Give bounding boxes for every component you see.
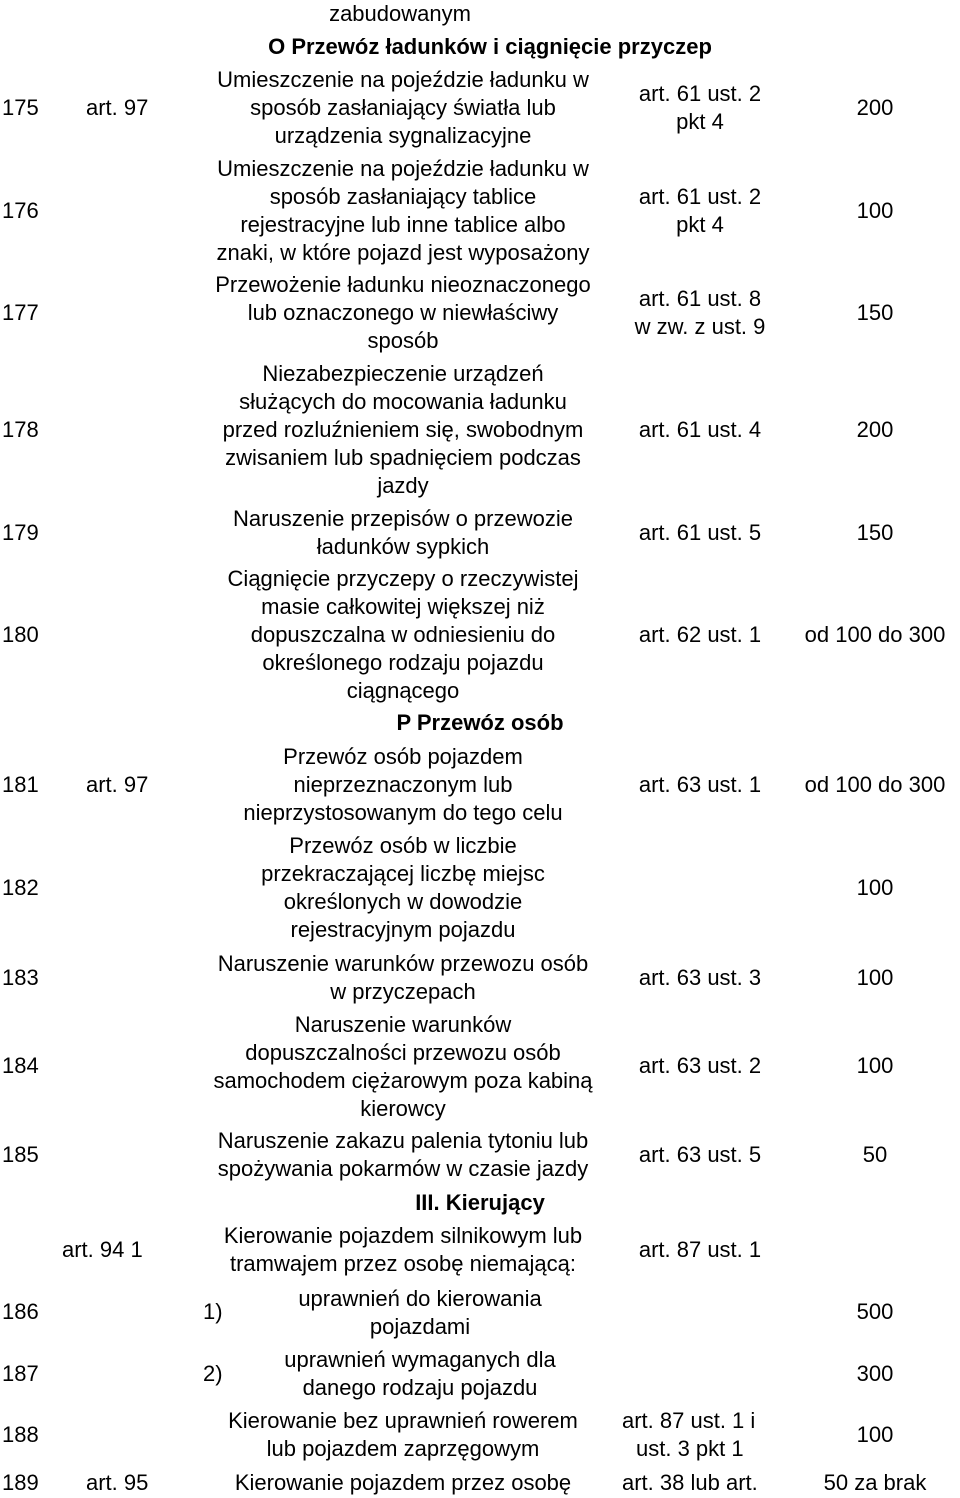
row-number-184: 184 [2, 1053, 39, 1078]
fine-amount-186: 500 [856, 1299, 894, 1324]
fine-amount-176: 100 [856, 198, 894, 223]
legal-basis-180: art. 62 ust. 1 [638, 622, 762, 647]
legal-basis-kierowanie: art. 87 ust. 1 [638, 1237, 762, 1262]
row-number-178: 178 [2, 417, 39, 442]
offence-description-182: Przewóz osób w liczbie przekraczającej liczbę miejsc określonych w dowodzie rejestracyjnym pojazdu [261, 833, 545, 942]
fine-amount-183: 100 [856, 965, 894, 990]
legal-basis-178: art. 61 ust. 4 [638, 417, 762, 442]
row-number-176: 176 [2, 198, 39, 223]
offence-description-189: Kierowanie pojazdem przez osobę [234, 1470, 572, 1495]
offence-description-180: Ciągnięcie przyczepy o rzeczywistej masie całkowitej większej niż dopuszczalna w odniesieniu do określonego rodzaju pojazdu ciągnącego [227, 566, 579, 703]
offence-description-181: Przewóz osób pojazdem nieprzeznaczonym lub nieprzystosowanym do tego celu [243, 744, 563, 825]
fine-amount-178: 200 [856, 417, 894, 442]
legal-basis-179: art. 61 ust. 5 [638, 520, 762, 545]
legal-basis-175: art. 61 ust. 2 pkt 4 [638, 81, 762, 134]
row-number-189: 189 [2, 1470, 39, 1495]
fine-amount-181: od 100 do 300 [804, 772, 946, 797]
fine-amount-177: 150 [856, 300, 894, 325]
section-heading-iii: III. Kierujący [415, 1190, 545, 1215]
offence-description-184: Naruszenie warunków dopuszczalności przewozu osób samochodem ciężarowym poza kabiną kierowcy [213, 1012, 593, 1121]
row-number-181: 181 [2, 772, 39, 797]
offence-description-179: Naruszenie przepisów o przewozie ładunków sypkich [233, 506, 573, 559]
fine-amount-184: 100 [856, 1053, 894, 1078]
legal-basis-184: art. 63 ust. 2 [638, 1053, 762, 1078]
section-heading-p: P Przewóz osób [396, 710, 564, 735]
offence-description-176: Umieszczenie na pojeździe ładunku w sposób zasłaniający tablice rejestracyjne lub inne tablice albo znaki, w które pojazd jest wyposażony [216, 156, 590, 265]
fine-amount-180: od 100 do 300 [804, 622, 946, 647]
top-fragment: zabudowanym [329, 1, 471, 26]
article-ref-189: art. 95 [86, 1470, 149, 1495]
offence-description-185: Naruszenie zakazu palenia tytoniu lub spożywania pokarmów w czasie jazdy [217, 1128, 589, 1181]
legal-basis-176: art. 61 ust. 2 pkt 4 [638, 184, 762, 237]
offence-description-186: uprawnień do kierowania pojazdami [298, 1286, 542, 1339]
offence-description-183: Naruszenie warunków przewozu osób w przyczepach [217, 951, 589, 1004]
legal-basis-185: art. 63 ust. 5 [638, 1142, 762, 1167]
row-number-175: 175 [2, 95, 39, 120]
fine-amount-189: 50 za brak [823, 1470, 927, 1495]
row-number-177: 177 [2, 300, 39, 325]
row-number-186: 186 [2, 1299, 39, 1324]
fine-amount-187: 300 [856, 1361, 894, 1386]
fine-amount-188: 100 [856, 1422, 894, 1447]
row-number-185: 185 [2, 1142, 39, 1167]
offence-description-188: Kierowanie bez uprawnień rowerem lub pojazdem zaprzęgowym [228, 1408, 578, 1461]
row-number-180: 180 [2, 622, 39, 647]
offence-description-kierowanie: Kierowanie pojazdem silnikowym lub tramwajem przez osobę niemającą: [223, 1223, 583, 1276]
article-ref-175: art. 97 [86, 95, 149, 120]
article-ref-181: art. 97 [86, 772, 149, 797]
offence-description-187: uprawnień wymaganych dla danego rodzaju pojazdu [284, 1347, 556, 1400]
legal-basis-189: art. 38 lub art. [622, 1470, 758, 1495]
legal-basis-177: art. 61 ust. 8 w zw. z ust. 9 [634, 286, 766, 339]
section-heading-o: O Przewóz ładunków i ciągnięcie przyczep [268, 34, 712, 59]
legal-basis-183: art. 63 ust. 3 [638, 965, 762, 990]
offence-description-177: Przewożenie ładunku nieoznaczonego lub oznaczonego w niewłaściwy sposób [215, 272, 591, 353]
row-number-187: 187 [2, 1361, 39, 1386]
fine-amount-185: 50 [862, 1142, 888, 1167]
offence-description-175: Umieszczenie na pojeździe ładunku w sposób zasłaniający światła lub urządzenia sygnalizacyjne [217, 67, 589, 148]
row-number-182: 182 [2, 875, 39, 900]
point-number-187: 2) [203, 1361, 223, 1386]
fine-amount-175: 200 [856, 95, 894, 120]
fine-amount-179: 150 [856, 520, 894, 545]
offence-description-178: Niezabezpieczenie urządzeń służących do mocowania ładunku przed rozluźnieniem się, swobodnym zwisaniem lub spadnięciem podczas jazdy [222, 361, 584, 498]
legal-basis-181: art. 63 ust. 1 [638, 772, 762, 797]
row-number-188: 188 [2, 1422, 39, 1447]
row-number-183: 183 [2, 965, 39, 990]
row-number-179: 179 [2, 520, 39, 545]
article-ref-94: art. 94 1 [62, 1237, 143, 1262]
point-number-186: 1) [203, 1299, 223, 1324]
fine-amount-182: 100 [856, 875, 894, 900]
legal-basis-188: art. 87 ust. 1 i ust. 3 pkt 1 [622, 1408, 756, 1461]
